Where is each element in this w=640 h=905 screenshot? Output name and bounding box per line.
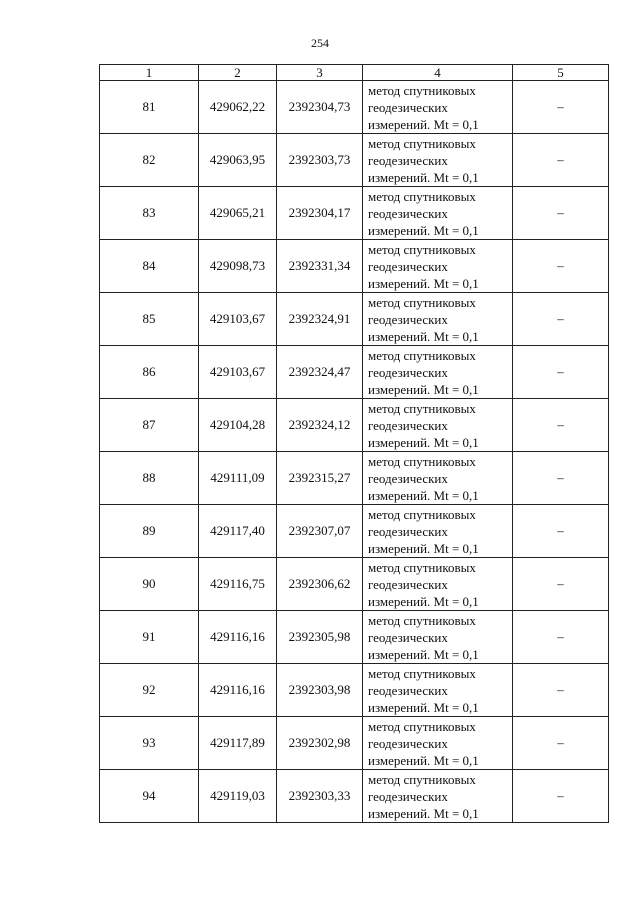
table-row <box>100 664 609 717</box>
y-coordinate-cell: 2392307,07 <box>277 505 363 558</box>
method-cell <box>363 134 513 187</box>
method-line: метод спутниковых <box>368 559 476 575</box>
table-row <box>100 81 609 134</box>
x-coordinate-cell: 429103,67 <box>199 346 277 399</box>
method-line: измерений. Mt = 0,1 <box>368 540 479 556</box>
method-line: метод спутниковых <box>368 294 476 310</box>
method-line: измерений. Mt = 0,1 <box>368 752 479 768</box>
method-cell <box>363 452 513 505</box>
table-row <box>100 717 609 770</box>
method-cell <box>363 346 513 399</box>
coordinates-table <box>99 64 609 823</box>
x-coordinate-cell: 429116,16 <box>199 611 277 664</box>
note-cell: – <box>513 346 609 399</box>
x-coordinate-cell: 429104,28 <box>199 399 277 452</box>
note-cell: – <box>513 717 609 770</box>
method-line: геодезических <box>368 258 448 274</box>
method-cell <box>363 81 513 134</box>
method-line: измерений. Mt = 0,1 <box>368 646 479 662</box>
method-line: геодезических <box>368 523 448 539</box>
method-line: измерений. Mt = 0,1 <box>368 116 479 132</box>
table-row <box>100 611 609 664</box>
x-coordinate-cell: 429116,75 <box>199 558 277 611</box>
point-number-cell: 85 <box>100 293 199 346</box>
table-row <box>100 558 609 611</box>
method-line: измерений. Mt = 0,1 <box>368 699 479 715</box>
note-cell: – <box>513 81 609 134</box>
method-line: метод спутниковых <box>368 241 476 257</box>
y-coordinate-cell: 2392315,27 <box>277 452 363 505</box>
method-line: измерений. Mt = 0,1 <box>368 434 479 450</box>
point-number-cell: 93 <box>100 717 199 770</box>
y-coordinate-cell: 2392324,91 <box>277 293 363 346</box>
method-cell <box>363 611 513 664</box>
point-number-cell: 92 <box>100 664 199 717</box>
point-number-cell: 94 <box>100 770 199 823</box>
method-cell <box>363 770 513 823</box>
note-cell: – <box>513 664 609 717</box>
method-line: измерений. Mt = 0,1 <box>368 169 479 185</box>
x-coordinate-cell: 429065,21 <box>199 187 277 240</box>
method-line: геодезических <box>368 311 448 327</box>
x-coordinate-cell: 429119,03 <box>199 770 277 823</box>
table-header <box>100 65 609 81</box>
method-line: геодезических <box>368 205 448 221</box>
point-number-cell: 87 <box>100 399 199 452</box>
method-line: измерений. Mt = 0,1 <box>368 328 479 344</box>
note-cell: – <box>513 399 609 452</box>
y-coordinate-cell: 2392303,33 <box>277 770 363 823</box>
header-col-3: 3 <box>277 65 363 81</box>
method-cell <box>363 293 513 346</box>
y-coordinate-cell: 2392303,73 <box>277 134 363 187</box>
method-line: измерений. Mt = 0,1 <box>368 487 479 503</box>
y-coordinate-cell: 2392303,98 <box>277 664 363 717</box>
method-line: измерений. Mt = 0,1 <box>368 805 479 821</box>
method-line: геодезических <box>368 152 448 168</box>
header-col-5: 5 <box>513 65 609 81</box>
method-line: геодезических <box>368 99 448 115</box>
x-coordinate-cell: 429098,73 <box>199 240 277 293</box>
y-coordinate-cell: 2392305,98 <box>277 611 363 664</box>
method-line: метод спутниковых <box>368 400 476 416</box>
point-number-cell: 89 <box>100 505 199 558</box>
method-cell <box>363 399 513 452</box>
table-row <box>100 505 609 558</box>
note-cell: – <box>513 558 609 611</box>
note-cell: – <box>513 770 609 823</box>
point-number-cell: 91 <box>100 611 199 664</box>
method-line: метод спутниковых <box>368 612 476 628</box>
method-cell <box>363 505 513 558</box>
point-number-cell: 90 <box>100 558 199 611</box>
method-line: геодезических <box>368 682 448 698</box>
method-line: измерений. Mt = 0,1 <box>368 222 479 238</box>
y-coordinate-cell: 2392331,34 <box>277 240 363 293</box>
method-line: метод спутниковых <box>368 453 476 469</box>
table-row <box>100 399 609 452</box>
note-cell: – <box>513 611 609 664</box>
x-coordinate-cell: 429117,40 <box>199 505 277 558</box>
method-line: метод спутниковых <box>368 135 476 151</box>
method-line: измерений. Mt = 0,1 <box>368 593 479 609</box>
x-coordinate-cell: 429103,67 <box>199 293 277 346</box>
method-line: метод спутниковых <box>368 718 476 734</box>
y-coordinate-cell: 2392324,12 <box>277 399 363 452</box>
method-cell <box>363 664 513 717</box>
point-number-cell: 82 <box>100 134 199 187</box>
note-cell: – <box>513 293 609 346</box>
y-coordinate-cell: 2392306,62 <box>277 558 363 611</box>
table-row <box>100 293 609 346</box>
point-number-cell: 88 <box>100 452 199 505</box>
x-coordinate-cell: 429117,89 <box>199 717 277 770</box>
y-coordinate-cell: 2392302,98 <box>277 717 363 770</box>
point-number-cell: 81 <box>100 81 199 134</box>
note-cell: – <box>513 134 609 187</box>
table-row <box>100 770 609 823</box>
method-cell <box>363 717 513 770</box>
method-line: геодезических <box>368 629 448 645</box>
method-line: геодезических <box>368 788 448 804</box>
x-coordinate-cell: 429062,22 <box>199 81 277 134</box>
y-coordinate-cell: 2392304,73 <box>277 81 363 134</box>
x-coordinate-cell: 429111,09 <box>199 452 277 505</box>
table-row <box>100 240 609 293</box>
header-col-2: 2 <box>199 65 277 81</box>
y-coordinate-cell: 2392304,17 <box>277 187 363 240</box>
method-line: метод спутниковых <box>368 771 476 787</box>
x-coordinate-cell: 429063,95 <box>199 134 277 187</box>
header-col-1: 1 <box>100 65 199 81</box>
method-line: геодезических <box>368 364 448 380</box>
point-number-cell: 86 <box>100 346 199 399</box>
x-coordinate-cell: 429116,16 <box>199 664 277 717</box>
y-coordinate-cell: 2392324,47 <box>277 346 363 399</box>
table-body <box>100 81 609 823</box>
method-cell <box>363 187 513 240</box>
note-cell: – <box>513 187 609 240</box>
method-line: метод спутниковых <box>368 665 476 681</box>
header-col-4: 4 <box>363 65 513 81</box>
method-line: метод спутниковых <box>368 82 476 98</box>
table-row <box>100 346 609 399</box>
table-row <box>100 134 609 187</box>
method-line: метод спутниковых <box>368 347 476 363</box>
note-cell: – <box>513 452 609 505</box>
method-line: метод спутниковых <box>368 188 476 204</box>
method-line: измерений. Mt = 0,1 <box>368 275 479 291</box>
page-number: 254 <box>311 36 329 50</box>
method-line: геодезических <box>368 470 448 486</box>
method-line: измерений. Mt = 0,1 <box>368 381 479 397</box>
method-line: геодезических <box>368 417 448 433</box>
table-row <box>100 452 609 505</box>
point-number-cell: 84 <box>100 240 199 293</box>
point-number-cell: 83 <box>100 187 199 240</box>
method-line: геодезических <box>368 735 448 751</box>
note-cell: – <box>513 240 609 293</box>
header-row <box>100 65 609 81</box>
method-line: метод спутниковых <box>368 506 476 522</box>
method-line: геодезических <box>368 576 448 592</box>
note-cell: – <box>513 505 609 558</box>
table-row <box>100 187 609 240</box>
method-cell <box>363 558 513 611</box>
method-cell <box>363 240 513 293</box>
